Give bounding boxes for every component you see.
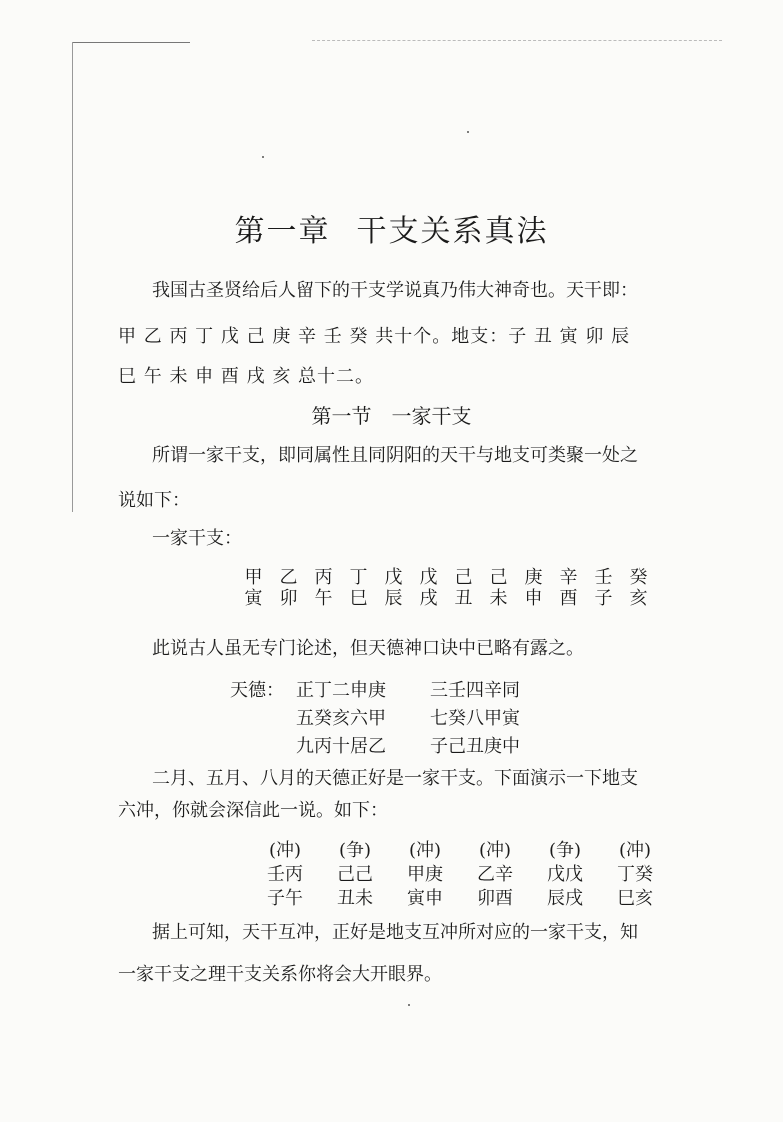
clash-label: (争) [338,840,372,861]
stem: 戊 [384,567,403,588]
intro-line-1: 我国古圣贤给后人留下的干支学说真乃伟大神奇也。天干即： [152,280,638,301]
clash-stem-pair: 壬丙 [267,864,303,885]
branch: 申 [524,588,543,609]
clash-stem-pair: 丁癸 [617,864,653,885]
chapter-number: 第一章 [234,214,331,249]
clash-branch-pair: 寅申 [407,888,443,909]
branch: 辰 [384,588,403,609]
clash-labels-row [250,836,670,862]
branch: 卯 [279,588,298,609]
clash-label: (冲) [268,840,302,861]
clash-branch-pair: 子午 [267,888,303,909]
intro-line-2: 甲 乙 丙 丁 戊 己 庚 辛 壬 癸 共十个。地支：子 丑 寅 卯 辰 [118,326,631,347]
para4-line-1: 据上可知，天干互冲，正好是地支互冲所对应的一家干支，知 [152,922,638,943]
clash-branch-pair: 辰戌 [547,888,583,909]
clash-stems-row [250,860,670,886]
clash-branch-pair: 卯酉 [477,888,513,909]
branch: 戌 [419,588,438,609]
stem: 己 [454,567,473,588]
stem: 丙 [314,567,333,588]
branch: 酉 [559,588,578,609]
tiande-row-2-b: 七癸八甲寅 [430,708,520,729]
branch: 未 [489,588,508,609]
intro-line-3: 巳 午 未 申 酉 戌 亥 总十二。 [118,366,375,387]
scan-border-left [72,42,73,512]
section-title: 第一节 一家干支 [311,404,472,428]
stem: 辛 [559,567,578,588]
branch: 子 [594,588,613,609]
chapter-title [0,206,783,250]
scan-speck [467,131,469,133]
clash-branches-row [250,884,670,910]
para2: 此说古人虽无专门论述，但天德神口诀中已略有露之。 [152,638,584,659]
family-branches-row [236,584,656,610]
branch: 巳 [349,588,368,609]
branch: 寅 [244,588,263,609]
clash-label: (冲) [408,840,442,861]
stem: 甲 [244,567,263,588]
para1-line-2: 说如下： [118,490,190,511]
clash-label: (争) [548,840,582,861]
scan-speck [262,156,264,158]
branch: 午 [314,588,333,609]
branch: 亥 [629,588,648,609]
scan-border-top [72,42,190,43]
para1-line-1: 所谓一家干支，即同属性且同阴阳的天干与地支可类聚一处之 [152,445,638,466]
tiande-row-3-b: 子己丑庚中 [430,736,520,757]
stem: 乙 [279,567,298,588]
clash-label: (冲) [478,840,512,861]
tiande-label: 天德： [230,680,284,701]
tiande-row-2-a: 五癸亥六甲 [296,708,386,729]
clash-stem-pair: 己己 [337,864,373,885]
stem: 丁 [349,567,368,588]
para3-line-1: 二月、五月、八月的天德正好是一家干支。下面演示一下地支 [152,768,638,789]
stem: 癸 [629,567,648,588]
para3-line-2: 六冲，你就会深信此一说。如下： [118,800,388,821]
para4-line-2: 一家干支之理干支关系你将会大开眼界。 [118,964,442,985]
stem: 壬 [594,567,613,588]
stem: 庚 [524,567,543,588]
clash-stem-pair: 乙辛 [477,864,513,885]
clash-branch-pair: 巳亥 [617,888,653,909]
tiande-row-1-a: 正丁二申庚 [296,680,386,701]
stem: 己 [489,567,508,588]
clash-branch-pair: 丑未 [337,888,373,909]
chapter-name: 干支关系真法 [356,214,549,249]
scan-border-top-right [312,40,722,41]
clash-stem-pair: 甲庚 [407,864,443,885]
tiande-row-1-b: 三壬四辛同 [430,680,520,701]
family-label: 一家干支： [152,528,242,549]
stem: 戊 [419,567,438,588]
scan-speck [408,1004,410,1006]
branch: 丑 [454,588,473,609]
tiande-row-3-a: 九丙十居乙 [296,736,386,757]
clash-label: (冲) [618,840,652,861]
clash-stem-pair: 戊戊 [547,864,583,885]
